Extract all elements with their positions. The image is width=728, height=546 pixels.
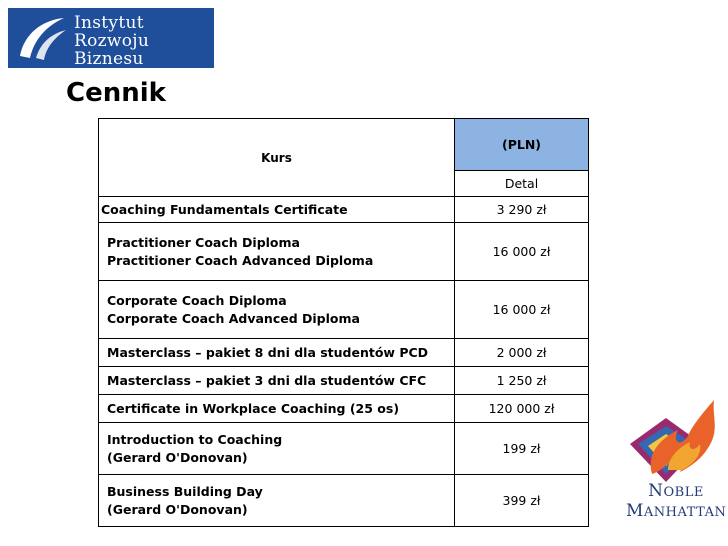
nm-rest-2: ANHATTAN <box>643 505 727 520</box>
course-name-line: Business Building Day <box>107 483 263 499</box>
course-price: 399 zł <box>455 475 589 527</box>
table-row <box>99 475 589 527</box>
course-name-line: Corporate Coach Advanced Diploma <box>107 310 360 326</box>
course-name-line: (Gerard O'Donovan) <box>107 501 248 517</box>
nm-rest-1: OBLE <box>663 485 704 500</box>
table-row <box>99 339 589 367</box>
logo-line-1: Instytut <box>74 13 144 33</box>
page-title: Cennik <box>66 78 166 108</box>
price-table <box>98 118 589 527</box>
table-row <box>99 423 589 475</box>
course-price: 16 000 zł <box>455 223 589 281</box>
irb-logo <box>8 8 214 68</box>
logo-line-2: Rozwoju Biznesu <box>74 31 150 69</box>
table-row <box>99 197 589 223</box>
course-name-line: Practitioner Coach Diploma <box>107 234 300 250</box>
course-name: Coaching Fundamentals Certificate <box>99 197 455 223</box>
table-row <box>99 395 589 423</box>
table-row <box>99 223 589 281</box>
course-name-line: Introduction to Coaching <box>107 431 283 447</box>
course-name <box>99 281 455 339</box>
header-price-type: Detal <box>455 171 589 197</box>
table-header-row <box>99 119 589 171</box>
course-price: 3 290 zł <box>455 197 589 223</box>
course-name: Masterclass – pakiet 3 dni dla studentów CFC <box>99 367 455 395</box>
header-currency: (PLN) <box>455 119 589 171</box>
course-name <box>99 423 455 475</box>
course-price: 16 000 zł <box>455 281 589 339</box>
swoosh-icon <box>14 14 70 62</box>
nm-initial-1: N <box>648 481 664 501</box>
header-course: Kurs <box>99 119 455 197</box>
nm-initial-2: M <box>626 501 644 521</box>
course-price: 2 000 zł <box>455 339 589 367</box>
course-name-line: (Gerard O'Donovan) <box>107 449 248 465</box>
noble-manhattan-logo <box>622 396 726 526</box>
flame-diamond-icon <box>622 396 726 486</box>
course-price: 120 000 zł <box>455 395 589 423</box>
course-name-line: Practitioner Coach Advanced Diploma <box>107 252 374 268</box>
course-name: Masterclass – pakiet 8 dni dla studentów PCD <box>99 339 455 367</box>
table-row <box>99 367 589 395</box>
course-name-line: Corporate Coach Diploma <box>107 292 287 308</box>
table-row <box>99 281 589 339</box>
course-name: Certificate in Workplace Coaching (25 os) <box>99 395 455 423</box>
noble-manhattan-wordmark <box>626 482 726 522</box>
course-name <box>99 475 455 527</box>
course-name <box>99 223 455 281</box>
course-price: 199 zł <box>455 423 589 475</box>
course-price: 1 250 zł <box>455 367 589 395</box>
